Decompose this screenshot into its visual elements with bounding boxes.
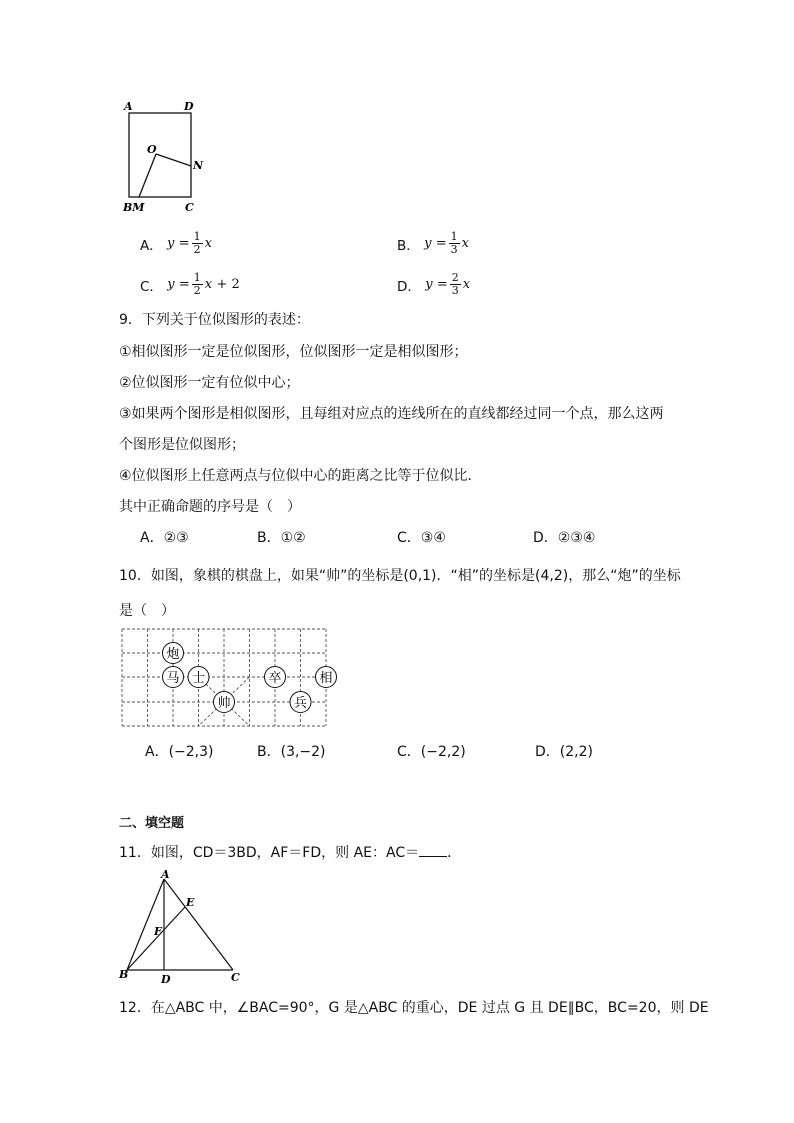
q8-choice-a[interactable] — [140, 231, 212, 256]
chessboard-figure — [118, 625, 333, 731]
math-tail: + 2 — [216, 277, 240, 292]
q12-stem: 12．在△ABC 中，∠BAC=90°，G 是△ABC 的重心，DE 过点 G 且 DE∥BC，BC=20，则 DE — [119, 1000, 709, 1016]
choice-letter: D． — [397, 278, 421, 295]
label-e: E — [186, 896, 195, 909]
q8-choice-c[interactable] — [140, 272, 240, 297]
q10-choice-b[interactable]: B．(3,−2) — [257, 744, 326, 760]
piece-pao-label: 炮 — [166, 647, 180, 662]
q9-stem: 9．下列关于位似图形的表述： — [119, 312, 310, 328]
q9-statement-4: ④位似图形上任意两点与位似中心的距离之比等于位似比． — [119, 468, 482, 484]
q10-choice-c[interactable]: C．(−2,2) — [397, 744, 466, 760]
math-eq: = — [436, 277, 448, 292]
label-a: A — [161, 868, 170, 881]
piece-xiang-label: 相 — [319, 671, 333, 686]
q11-stem — [119, 842, 461, 863]
math-var: x — [461, 236, 469, 251]
fraction — [192, 272, 203, 297]
math-var: x — [462, 277, 471, 292]
q8-choice-b[interactable] — [397, 231, 469, 256]
numerator: 1 — [193, 230, 201, 243]
numerator: 1 — [450, 230, 458, 243]
denominator: 3 — [450, 243, 458, 256]
triangle-figure — [116, 870, 248, 986]
denominator: 3 — [451, 284, 459, 297]
math-lhs: y — [424, 236, 432, 251]
q9-choice-c[interactable]: C．③④ — [397, 530, 446, 546]
section-title: 二、填空题 — [119, 816, 185, 831]
q9-question: 其中正确命题的序号是（ ） — [119, 499, 301, 515]
q11-text-end: ． — [447, 845, 462, 861]
q9-statement-1: ①相似图形一定是位似图形，位似图形一定是相似图形； — [119, 344, 468, 360]
piece-shuai-label: 帅 — [217, 696, 231, 711]
piece-pao — [163, 643, 184, 664]
numerator: 1 — [193, 271, 201, 284]
q10-stem-line2: 是（ ） — [119, 603, 175, 619]
piece-bing-label: 兵 — [293, 696, 308, 711]
label-d: D — [184, 100, 194, 113]
fraction — [192, 231, 203, 256]
label-f: F — [154, 925, 162, 938]
piece-zu — [265, 667, 286, 688]
math-eq: = — [435, 236, 447, 251]
choice-letter: C． — [140, 278, 163, 295]
math-lhs: y — [167, 277, 175, 292]
math-var: x — [204, 236, 212, 251]
label-n: N — [193, 159, 204, 172]
piece-ma-label: 马 — [166, 671, 180, 686]
label-b: B — [119, 968, 129, 981]
side-ac — [164, 879, 233, 970]
piece-bing — [290, 692, 311, 713]
label-bm: BM — [123, 201, 145, 214]
math-eq: = — [178, 277, 190, 292]
label-c: C — [185, 201, 194, 214]
piece-zu-label: 卒 — [268, 671, 282, 686]
q9-statement-3a: ③如果两个图形是相似图形，且每组对应点的连线所在的直线都经过同一个点，那么这两 — [119, 406, 664, 422]
denominator: 2 — [193, 284, 201, 297]
math-lhs: y — [425, 277, 433, 292]
q9-choice-a[interactable]: A．②③ — [140, 530, 189, 546]
q10-stem-line1: 10．如图，象棋的棋盘上，如果“帅”的坐标是(0,1)．“相”的坐标是(4,2)，那么“炮”的坐标 — [119, 568, 681, 584]
fraction — [450, 272, 461, 297]
label-d: D — [161, 973, 171, 986]
q11-text: 11．如图，CD＝3BD，AF＝FD，则 AE：AC＝ — [119, 845, 420, 861]
piece-shi-label: 士 — [191, 671, 206, 686]
label-a: A — [124, 100, 133, 113]
q9-choice-b[interactable]: B．①② — [257, 530, 306, 546]
answer-blank[interactable] — [419, 842, 447, 857]
label-o: O — [147, 143, 157, 156]
q9-choice-d[interactable]: D．②③④ — [533, 530, 596, 546]
segment-mo — [139, 154, 156, 197]
q8-choice-d[interactable] — [397, 272, 470, 297]
rectangle-figure — [118, 96, 218, 218]
math-lhs: y — [167, 236, 175, 251]
segment-on — [156, 154, 191, 166]
piece-xiang — [316, 667, 337, 688]
math-eq: = — [178, 236, 190, 251]
q9-statement-2: ②位似图形一定有位似中心； — [119, 375, 300, 391]
choice-letter: B． — [397, 237, 420, 254]
denominator: 2 — [193, 243, 201, 256]
piece-shuai — [214, 692, 235, 713]
piece-shi — [188, 667, 209, 688]
q9-statement-3b: 个图形是位似图形； — [119, 437, 245, 453]
math-var: x — [204, 277, 213, 292]
segment-be — [127, 907, 185, 970]
q10-choice-d[interactable]: D．(2,2) — [535, 744, 593, 760]
fraction — [449, 231, 460, 256]
piece-ma — [163, 667, 184, 688]
label-c: C — [231, 971, 240, 984]
q10-choice-a[interactable]: A．(−2,3) — [145, 744, 214, 760]
choice-letter: A． — [140, 237, 163, 254]
numerator: 2 — [451, 271, 459, 284]
